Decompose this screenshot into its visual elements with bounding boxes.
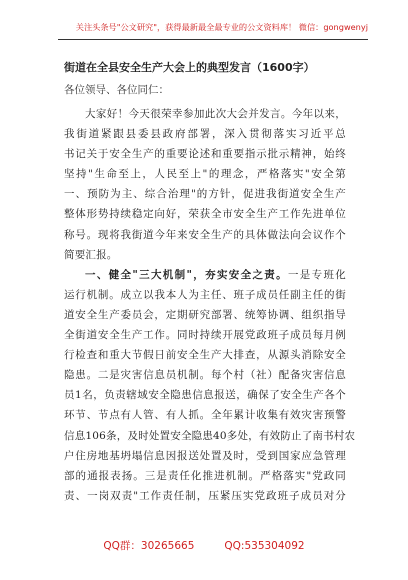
body-text: 书记关于安全生产的重要论述和重要指示批示精神，始终 <box>64 148 346 161</box>
body-text: 整体形势持续稳定向好，荣获全市安全生产工作先进单位 <box>64 208 346 221</box>
body-text: 一、预防为主、综合治理"的方针，促进我街道安全生产 <box>64 188 346 201</box>
body-line <box>64 385 346 405</box>
body-text: 员1名，负责辖域安全隐患信息报送，确保了安全生产各个 <box>64 389 346 402</box>
body-line <box>64 245 346 265</box>
body-line <box>64 325 346 345</box>
body-line <box>64 426 356 446</box>
body-line <box>64 225 346 245</box>
footer-contact <box>0 538 408 553</box>
body-line <box>64 265 346 285</box>
body-text: 环节、节点有人管、有人抓。全年累计收集有效灾害预警 <box>64 409 346 422</box>
footer-qq-group: QQ群：30265665 <box>103 540 195 552</box>
body-line <box>64 466 346 486</box>
salutation: 各位领导、各位同仁： <box>64 84 169 96</box>
header-divider <box>58 39 368 40</box>
document-body <box>64 104 356 506</box>
body-line <box>64 164 346 184</box>
body-text: 行检查和重大节假日前安全生产大排查，从源头消除安全 <box>64 349 346 362</box>
body-line <box>64 285 346 305</box>
body-line <box>64 405 346 425</box>
body-text: 全街道安全生产工作。同时持续开展党政班子成员每月例 <box>64 329 346 342</box>
body-text: 称号。现将我街道今年来安全生产的具体做法向会议作个 <box>64 228 346 241</box>
body-text: 一是专班化 <box>287 268 347 281</box>
body-text: 坚持"生命至上，人民至上"的理念，严格落实"安全第 <box>64 168 346 181</box>
body-line <box>64 124 346 144</box>
section-heading: 一、健全"三大机制"，夯实安全之责。 <box>85 268 288 281</box>
body-line <box>64 345 346 365</box>
body-line <box>64 305 346 325</box>
body-text: 运行机制。成立以我本人为主任、班子成员任副主任的街 <box>64 288 346 301</box>
body-text: 隐患。二是灾害信息员机制。每个村（社）配备灾害信息 <box>64 369 346 382</box>
body-text: 责、一岗双责"工作责任制，压紧压实党政班子成员对分 <box>64 489 346 502</box>
document-title: 街道在全县安全生产大会上的典型发言（1600字） <box>64 61 315 74</box>
body-text: 我街道紧跟县委县政府部署，深入贯彻落实习近平总 <box>64 128 346 141</box>
body-line <box>64 184 346 204</box>
body-text: 简要汇报。 <box>64 248 118 261</box>
body-line <box>64 446 346 466</box>
header-promo: 关注头条号"公文研究"，获得最新最全最专业的公文资料库！ 微信：gongwenyj <box>75 22 368 32</box>
body-line <box>64 144 346 164</box>
body-line <box>64 104 346 124</box>
body-text: 信息106条，及时处置安全隐患40多处，有效防止了南书村农 <box>64 429 356 442</box>
body-line <box>64 486 346 506</box>
body-line <box>64 365 346 385</box>
body-line <box>64 204 346 224</box>
footer-qq: QQ:535304092 <box>224 540 305 552</box>
body-text: 大家好！今天很荣幸参加此次大会并发言。今年以来， <box>85 108 346 120</box>
body-text: 道安全生产委员会，定期研究部署、统筹协调、组织指导 <box>64 308 346 321</box>
body-text: 户住房地基坍塌信息因报送处置及时，受到国家应急管理 <box>64 449 346 462</box>
body-text: 部的通报表扬。三是责任化推进机制。严格落实"党政同 <box>64 469 346 482</box>
